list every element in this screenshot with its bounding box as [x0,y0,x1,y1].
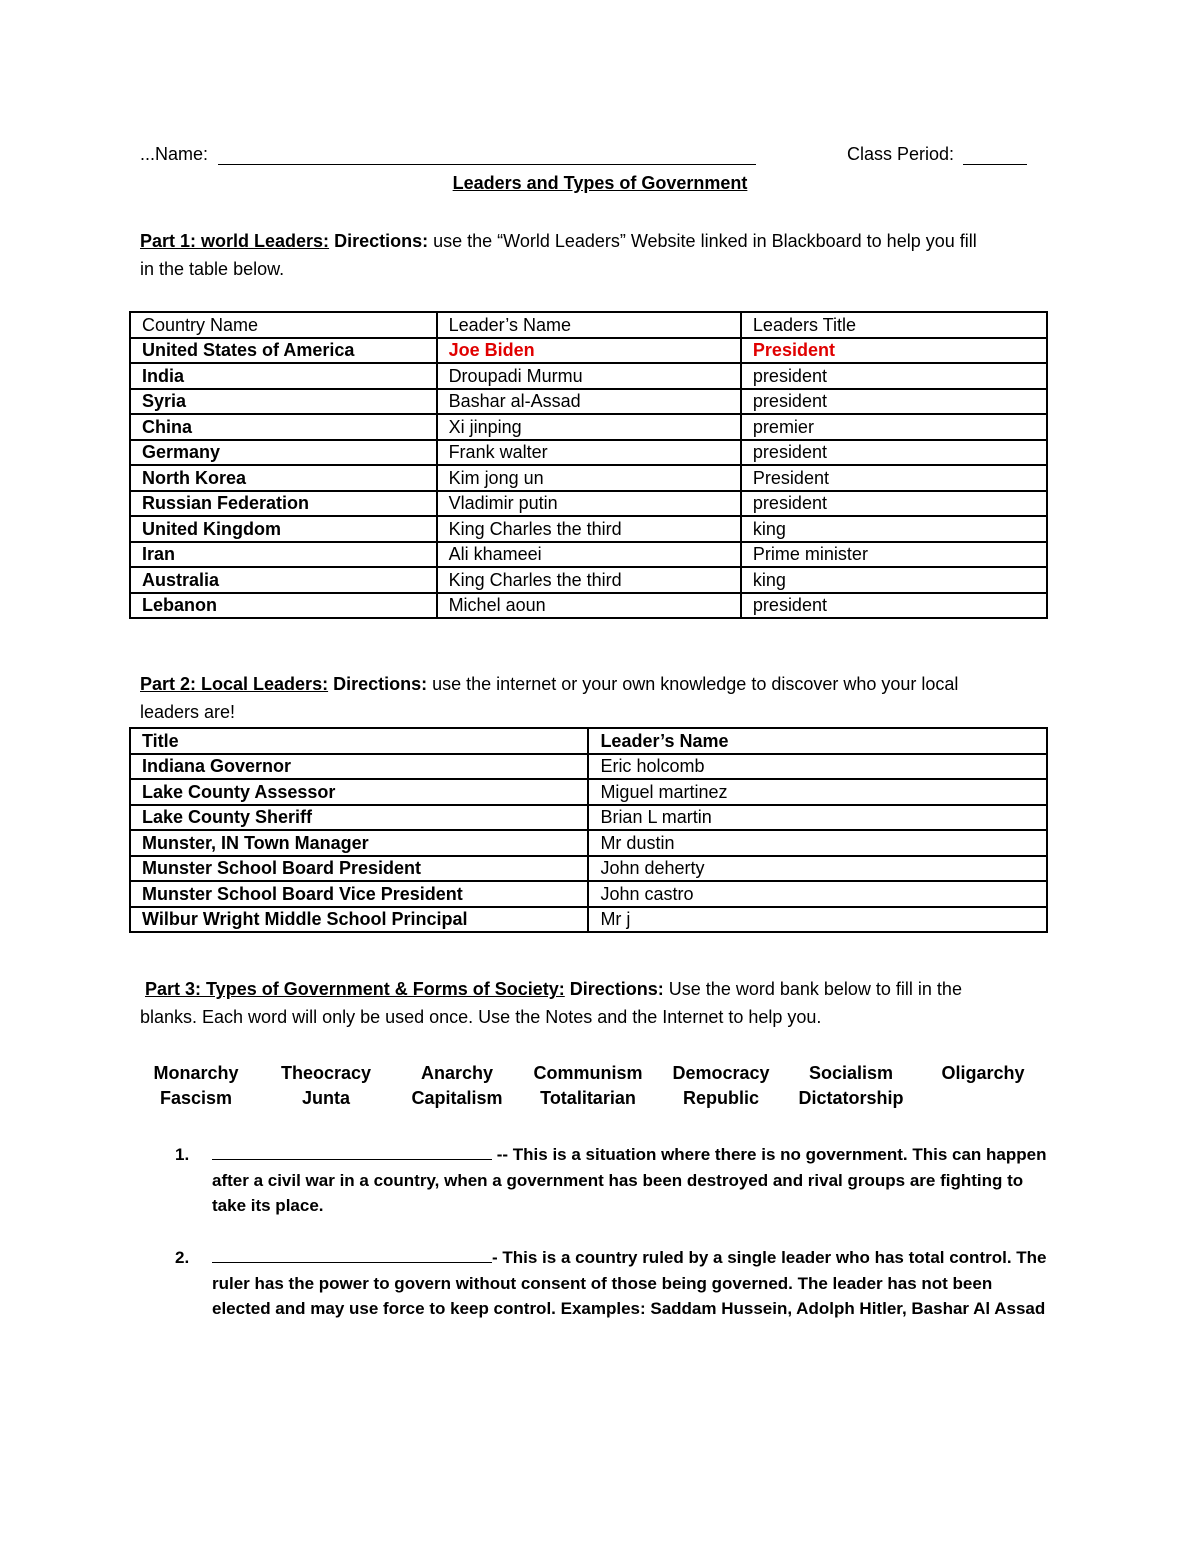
table-row [130,338,1047,364]
leader-name-cell: Vladimir putin [437,491,741,517]
class-period-label: Class Period: [847,144,955,164]
page-title: Leaders and Types of Government [452,173,748,193]
question-text-line1: - This is a country ruled by a single leader who has total control. The [492,1248,1047,1267]
leader-title-cell: premier [741,414,1047,440]
leader-name-cell: Joe Biden [437,338,741,364]
question-text-line1: -- This is a situation where there is no government. This can happen [492,1145,1047,1164]
country-cell: Iran [130,542,437,568]
title-cell: Munster School Board Vice President [130,881,588,907]
leader-name-cell: Brian L martin [588,805,1047,831]
word-bank-item: Socialism [808,1063,894,1083]
title-cell: Indiana Governor [130,754,588,780]
table-row [130,805,1047,831]
table-row [130,491,1047,517]
column-header: Leader’s Name [588,728,1047,754]
country-cell: Lebanon [130,593,437,619]
table-row [130,516,1047,542]
table-row [130,881,1047,907]
leader-name-cell: Miguel martinez [588,779,1047,805]
word-bank-item: Monarchy [153,1063,239,1083]
word-bank-item: Totalitarian [540,1088,636,1108]
part1-directions-label: Directions: [334,231,429,251]
question-number: 1. [175,1145,190,1164]
part2-directions [140,670,1050,726]
table-row [130,830,1047,856]
leader-name-cell: John deherty [588,856,1047,882]
column-header: Leaders Title [741,312,1047,338]
title-cell: Wilbur Wright Middle School Principal [130,907,588,933]
part3-directions [140,975,1050,1031]
leader-name-cell: Michel aoun [437,593,741,619]
question-1 [212,1141,1052,1219]
table-row [130,440,1047,466]
table-row [130,363,1047,389]
question-text-rest: ruler has the power to govern without consent of those being governed. The leader has not been elected and may use force to keep control. Examples: Saddam Hussein, Adolph Hitler, Bashar Al Assad [212,1273,1046,1318]
word-bank-item: Communism [533,1063,643,1083]
table-row [130,754,1047,780]
leader-title-cell: president [741,389,1047,415]
table-row [130,389,1047,415]
part2-directions-line1: use the internet or your own knowledge to discover who your local [427,674,959,694]
table-row [130,779,1047,805]
word-bank-item: Fascism [159,1088,233,1108]
word-bank-item: Capitalism [411,1088,503,1108]
leader-title-cell: President [741,338,1047,364]
local-leaders-table [129,727,1048,933]
column-header: Leader’s Name [437,312,741,338]
leader-title-cell: President [741,465,1047,491]
world-leaders-table [129,311,1048,619]
part3-directions-line2: blanks. Each word will only be used once. Use the Notes and the Internet to help you. [140,1007,822,1027]
country-cell: Australia [130,567,437,593]
answer-blank[interactable] [212,1141,492,1160]
title-cell: Lake County Sheriff [130,805,588,831]
word-bank-item: Oligarchy [941,1063,1025,1083]
leader-name-cell: Bashar al-Assad [437,389,741,415]
word-bank-item: Dictatorship [798,1088,904,1108]
table-row [130,567,1047,593]
leader-name-cell: King Charles the third [437,516,741,542]
leader-name-cell: Droupadi Murmu [437,363,741,389]
title-cell: Munster, IN Town Manager [130,830,588,856]
leader-title-cell: Prime minister [741,542,1047,568]
name-label: ...Name: [140,144,209,164]
word-bank-item: Republic [682,1088,759,1108]
part3-label: Part 3: Types of Government & Forms of Society: [145,979,565,999]
country-cell: Syria [130,389,437,415]
leader-name-cell: King Charles the third [437,567,741,593]
part2-directions-label: Directions: [333,674,428,694]
word-bank-item: Anarchy [420,1063,494,1083]
table-header-row [130,312,1047,338]
answer-blank[interactable] [212,1244,492,1263]
leader-name-cell: Mr dustin [588,830,1047,856]
country-cell: United States of America [130,338,437,364]
part1-directions-line2: in the table below. [140,259,285,279]
table-row [130,907,1047,933]
word-bank-item: Junta [301,1088,350,1108]
table-header-row [130,728,1047,754]
leader-title-cell: president [741,363,1047,389]
country-cell: India [130,363,437,389]
leader-name-cell: Eric holcomb [588,754,1047,780]
word-bank-item: Theocracy [280,1063,372,1083]
leader-name-cell: Frank walter [437,440,741,466]
leader-title-cell: president [741,491,1047,517]
table-row [130,542,1047,568]
part1-directions [140,227,1050,283]
part1-directions-line1: use the “World Leaders” Website linked in Blackboard to help you fill [428,231,977,251]
column-header: Country Name [130,312,437,338]
country-cell: Germany [130,440,437,466]
question-number: 2. [175,1248,190,1267]
word-bank [130,1063,1050,1113]
part3-directions-line1: Use the word bank below to fill in the [663,979,962,999]
question-text-rest: after a civil war in a country, when a government has been destroyed and rival groups are fighting to take its place. [212,1170,1024,1215]
name-blank [218,164,756,165]
title-cell: Munster School Board President [130,856,588,882]
leader-title-cell: president [741,593,1047,619]
class-period-blank [963,164,1027,165]
leader-title-cell: king [741,567,1047,593]
column-header: Title [130,728,588,754]
leader-name-cell: Xi jinping [437,414,741,440]
table-row [130,856,1047,882]
leader-title-cell: president [741,440,1047,466]
part3-directions-label: Directions: [569,979,664,999]
country-cell: United Kingdom [130,516,437,542]
country-cell: China [130,414,437,440]
leader-name-cell: Ali khameei [437,542,741,568]
table-row [130,414,1047,440]
question-2 [212,1244,1052,1322]
word-bank-item: Democracy [672,1063,770,1083]
table-row [130,593,1047,619]
leader-name-cell: John castro [588,881,1047,907]
leader-title-cell: king [741,516,1047,542]
country-cell: Russian Federation [130,491,437,517]
word-bank-row [130,1088,1050,1113]
word-bank-row [130,1063,1050,1088]
leader-name-cell: Kim jong un [437,465,741,491]
part2-directions-line2: leaders are! [140,702,236,722]
header-row [140,144,1030,170]
table-row [130,465,1047,491]
country-cell: North Korea [130,465,437,491]
leader-name-cell: Mr j [588,907,1047,933]
part1-label: Part 1: world Leaders: [140,231,330,251]
part2-label: Part 2: Local Leaders: [140,674,329,694]
title-cell: Lake County Assessor [130,779,588,805]
